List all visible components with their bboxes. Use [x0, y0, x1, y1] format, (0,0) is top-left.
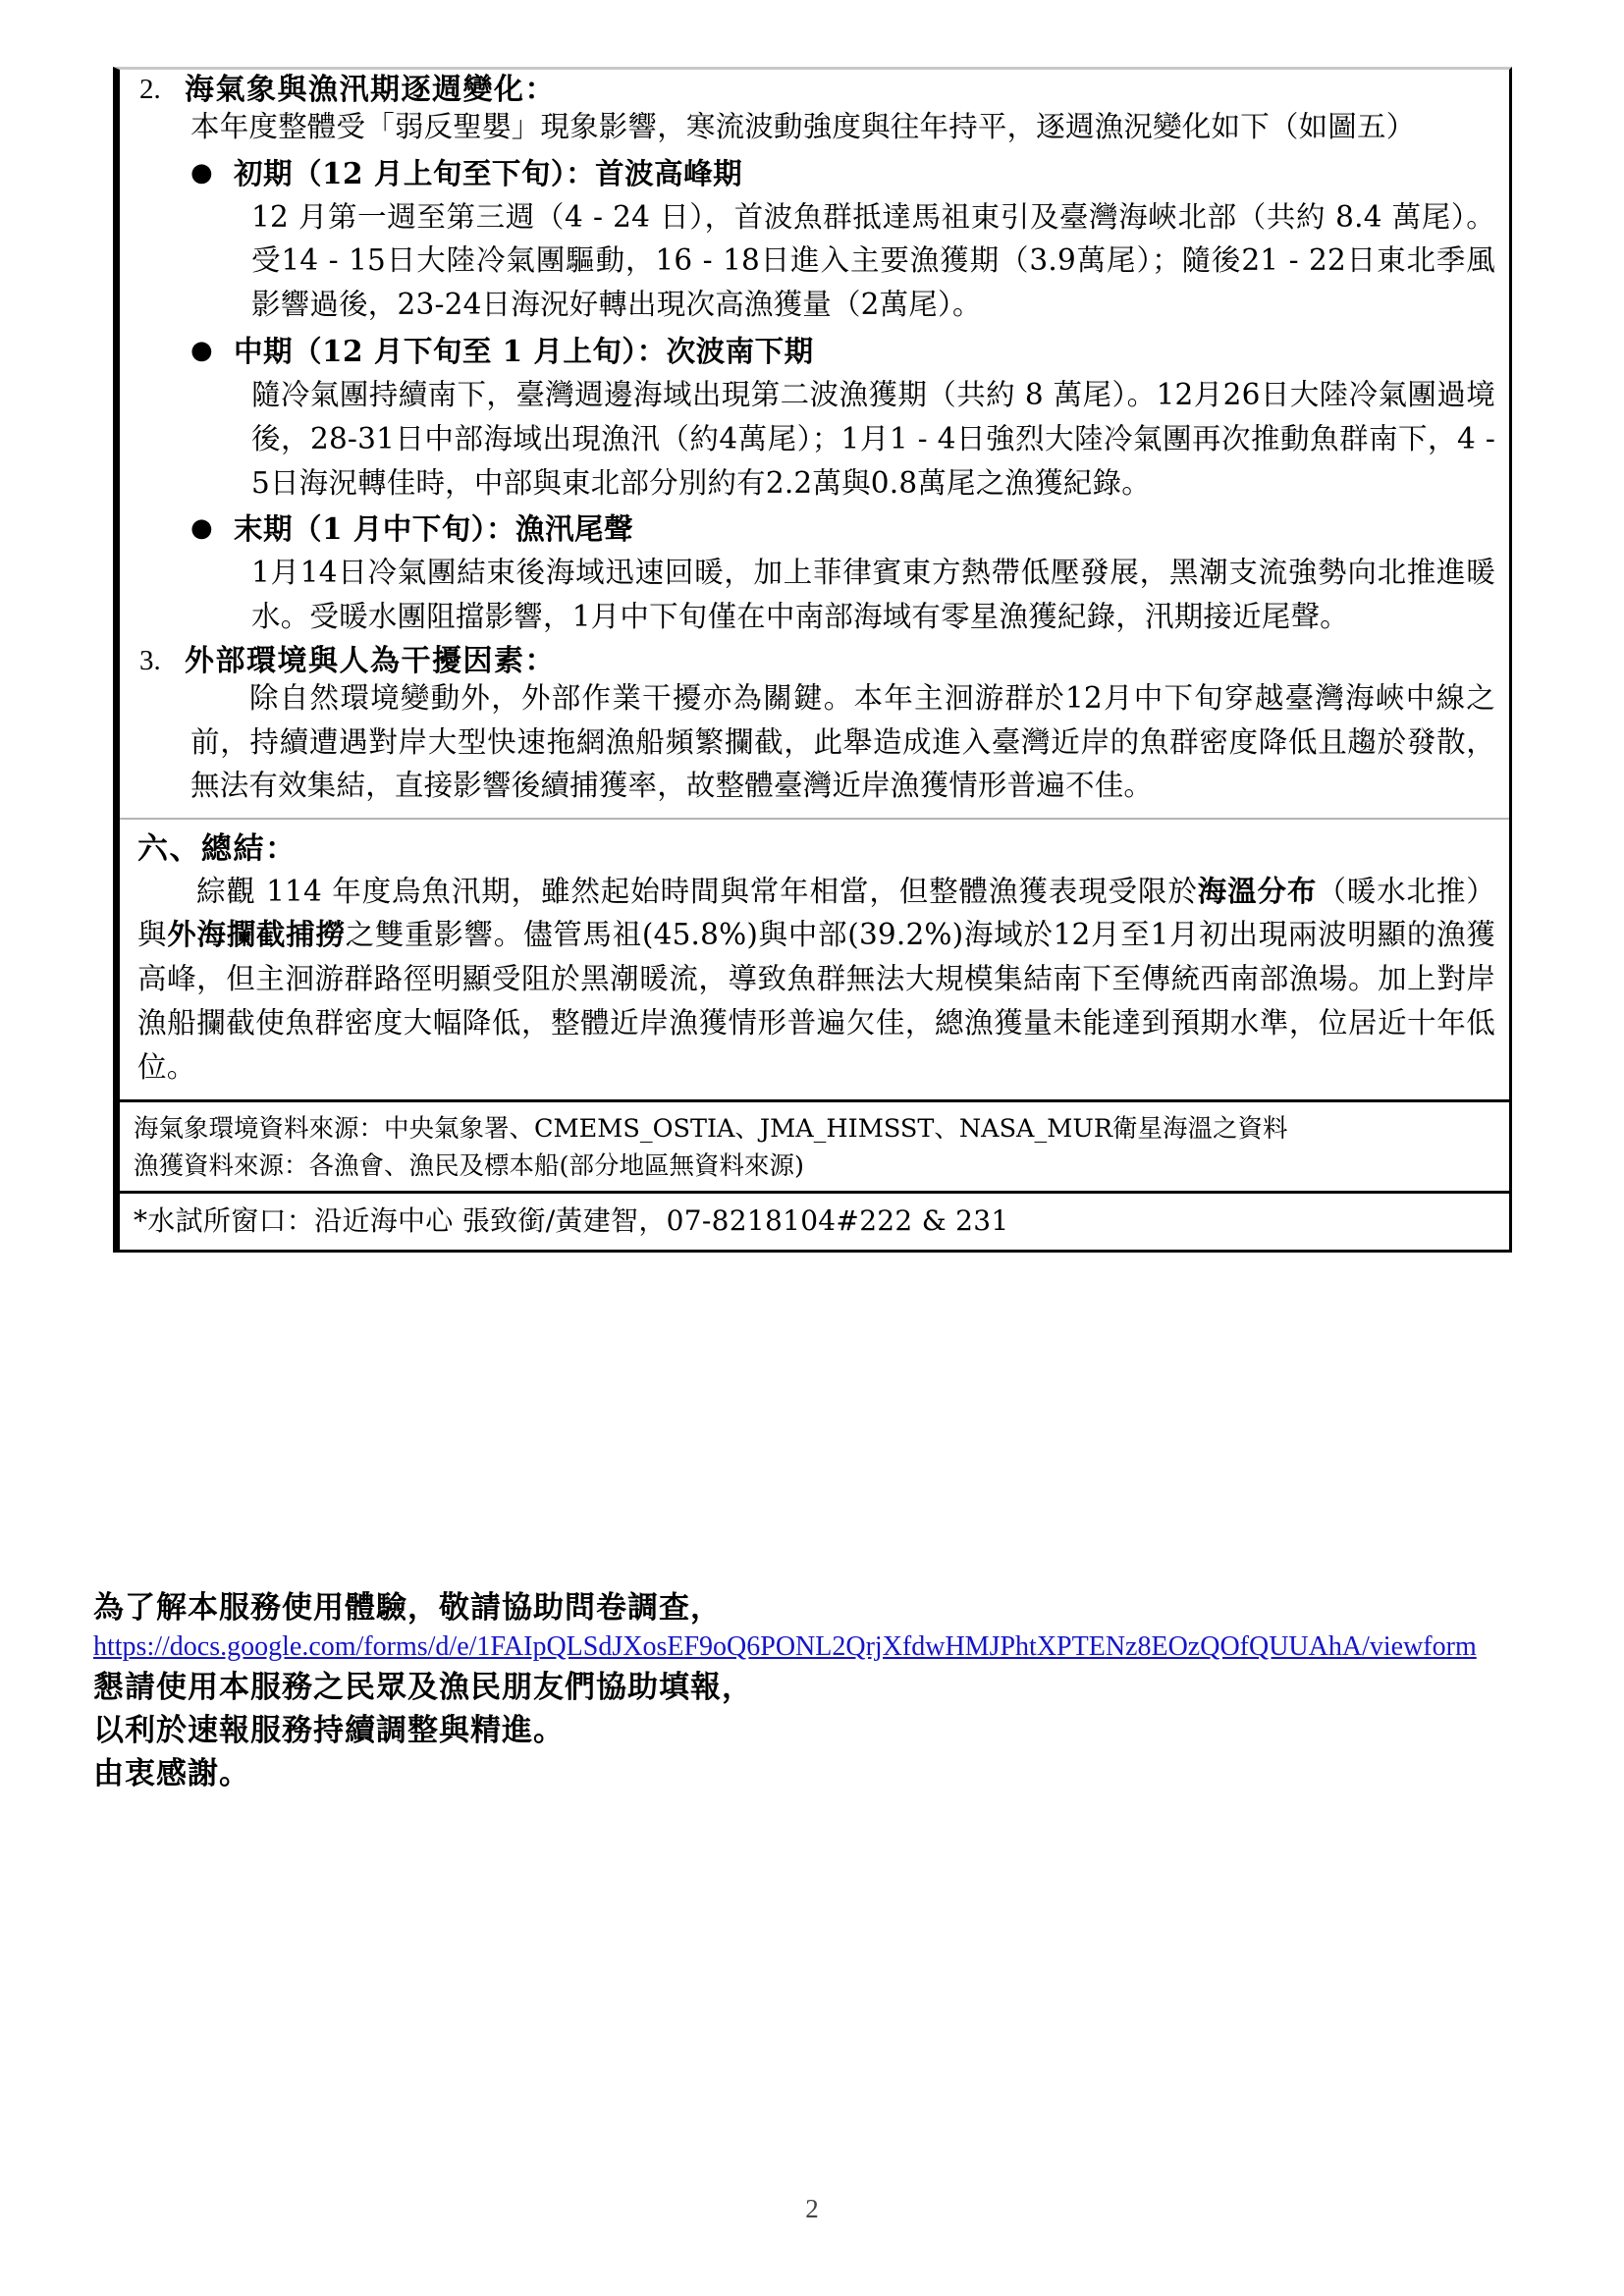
conclusion-bold-1: 海溫分布	[1197, 873, 1318, 908]
bullet-item-late	[190, 508, 1495, 551]
source-line-meteorology: 海氣象環境資料來源：中央氣象署、CMEMS_OSTIA、JMA_HIMSST、NASA_MUR衛星海溫之資料	[134, 1113, 1288, 1144]
conclusion-body	[137, 870, 1495, 1090]
conclusion-heading: 六、總結：	[137, 831, 298, 868]
bullet-heading-mid: 中期（12 月下旬至 1 月上旬）：次波南下期	[234, 334, 814, 369]
conclusion-part-2: （暖水北推）與	[137, 874, 1495, 952]
bullet-body-late: 1月14日冷氣團結束後海域迅速回暖，加上菲律賓東方熱帶低壓發展，黑潮支流強勢向北推進暖水。受暖水團阻擋影響，1月中下旬僅在中南部海域有零星漁獲紀錄，汛期接近尾聲。	[251, 556, 1495, 633]
bullet-dot-icon: ●	[190, 513, 213, 544]
conclusion-bold-2: 外海攔截捕撈	[167, 917, 346, 952]
table-cell-body	[120, 70, 1509, 818]
source-line-catch: 漁獲資料來源：各漁會、漁民及標本船(部分地區無資料來源)	[134, 1150, 804, 1181]
survey-form-link[interactable]: https://docs.google.com/forms/d/e/1FAIpQLSdJXosEF9oQ6PONL2QrjXfdwHMJPhtXPTENz8EOzQOfQUUAhA/viewform	[93, 1630, 1477, 1662]
bullet-body-early: 12 月第一週至第三週（4 - 24 日），首波魚群抵達馬祖東引及臺灣海峽北部（共約 8.4 萬尾）。受14 - 15日大陸冷氣團驅動，16 - 18日進入主要漁獲期（3.9萬尾）；隨後21 - 22日東北季風影響過後，23-24日海況好轉出現次高漁獲量（2萬尾）。	[251, 199, 1495, 322]
section-3-number: 3.	[139, 644, 161, 676]
survey-purpose-line: 以利於速報服務持續調整與精進。	[93, 1712, 565, 1748]
bullet-body-mid: 隨冷氣團持續南下，臺灣週邊海域出現第二波漁獲期（共約 8 萬尾）。12月26日大陸冷氣團過境後，28-31日中部海域出現漁汛（約4萬尾）；1月1 - 4日強烈大陸冷氣團再次推動魚群南下，4 - 5日海況轉佳時，中部與東北部分別約有2.2萬與0.8萬尾之漁獲紀錄。	[251, 377, 1495, 500]
section-3-heading: 外部環境與人為干擾因素：	[185, 643, 556, 678]
table-cell-contact	[120, 1191, 1509, 1250]
bullet-dot-icon: ●	[190, 157, 213, 187]
report-table	[113, 67, 1512, 1253]
survey-block	[93, 1588, 1537, 1795]
survey-thanks-line: 由衷感謝。	[93, 1755, 250, 1791]
section-3-heading-row	[134, 643, 1495, 678]
table-cell-sources	[120, 1099, 1509, 1192]
bullet-heading-early: 初期（12 月上旬至下旬）：首波高峰期	[234, 155, 743, 190]
section-3-body: 除自然環境變動外，外部作業干擾亦為關鍵。本年主洄游群於12月中下旬穿越臺灣海峽中線之前，持續遭遇對岸大型快速拖網漁船頻繁攔截，此舉造成進入臺灣近岸的魚群密度降低且趨於發散，無法有效集結，直接影響後續捕獲率，故整體臺灣近岸漁獲情形普遍不佳。	[190, 680, 1495, 803]
page-number: 2	[805, 2194, 819, 2223]
table-cell-conclusion	[120, 818, 1509, 1098]
survey-headline: 為了解本服務使用體驗，敬請協助問卷調查，	[93, 1590, 722, 1626]
survey-request-line: 懇請使用本服務之民眾及漁民朋友們協助填報，	[93, 1669, 753, 1705]
section-2-heading: 海氣象與漁汛期逐週變化：	[185, 73, 556, 107]
section-2-heading-row	[134, 73, 1495, 107]
bullet-dot-icon: ●	[190, 336, 213, 366]
conclusion-part-1: 綜觀 114 年度烏魚汛期，雖然起始時間與常年相當，但整體漁獲表現受限於	[196, 874, 1198, 908]
section-2-number: 2.	[139, 74, 161, 105]
bullet-item-mid	[190, 331, 1495, 373]
bullet-heading-late: 末期（1 月中下旬）：漁汛尾聲	[234, 511, 634, 547]
conclusion-part-3: 之雙重影響。儘管馬祖(45.8%)與中部(39.2%)海域於12月至1月初出現兩波明顯的漁獲高峰，但主洄游群路徑明顯受阻於黑潮暖流，導致魚群無法大規模集結南下至傳統西南部漁場。加上對岸漁船攔截使魚群密度大幅降低，整體近岸漁獲情形普遍欠佳，總漁獲量未能達到預期水準，位居近十年低位。	[137, 918, 1495, 1084]
section-2-intro: 本年度整體受「弱反聖嬰」現象影響，寒流波動強度與往年持平，逐週漁況變化如下（如圖五）	[190, 110, 1416, 143]
contact-info: *水試所窗口：沿近海中心 張致銜/黃建智，07-8218104#222 & 231	[134, 1204, 1009, 1238]
bullet-item-early	[190, 153, 1495, 195]
